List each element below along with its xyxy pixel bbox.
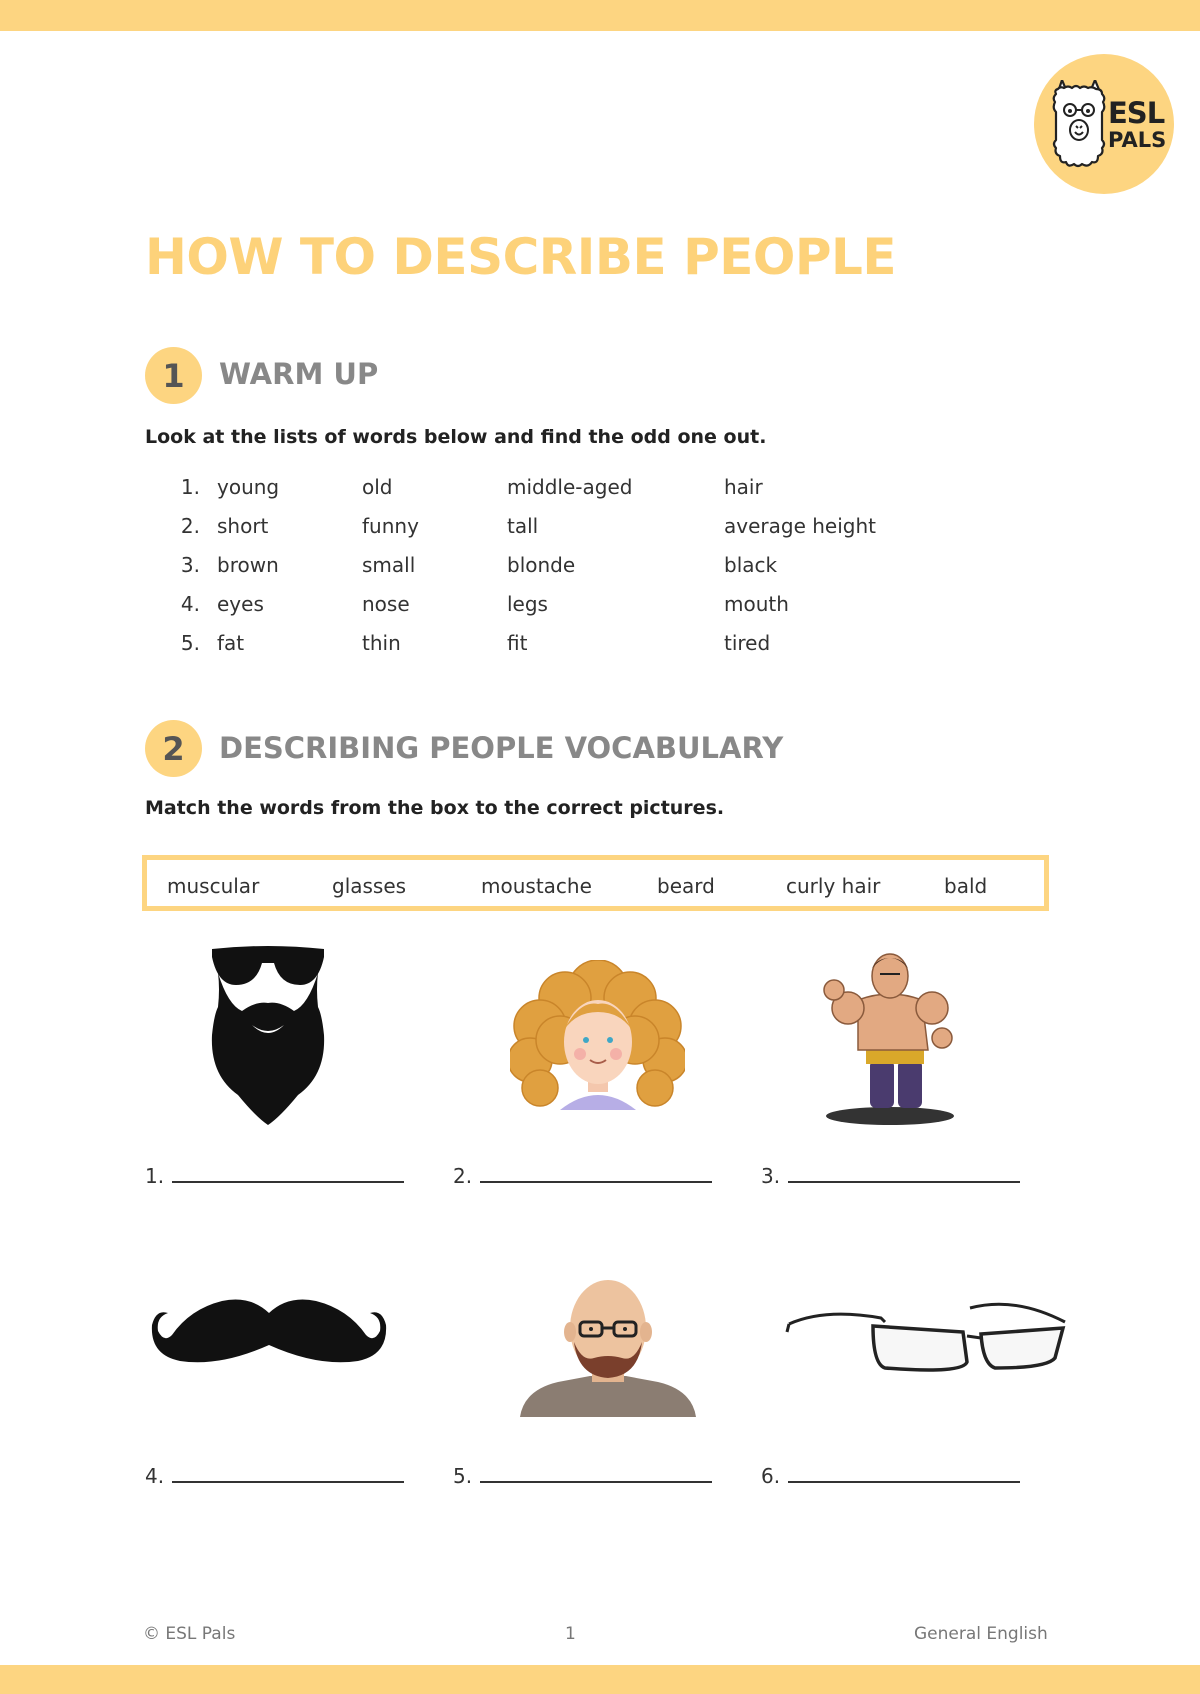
word: young	[217, 475, 280, 499]
answer-number: 1.	[145, 1164, 165, 1188]
footer-course: General English	[914, 1624, 1048, 1644]
footer-page-number: 1	[565, 1624, 576, 1644]
list-number: 1.	[180, 475, 200, 499]
word: thin	[362, 631, 401, 655]
word: nose	[362, 592, 410, 616]
word: fat	[217, 631, 245, 655]
answer-6[interactable]	[761, 1463, 1020, 1488]
answer-5[interactable]	[453, 1463, 712, 1488]
word: tired	[724, 631, 771, 655]
word: legs	[507, 592, 548, 616]
word: hair	[724, 475, 763, 499]
answer-4[interactable]	[145, 1463, 404, 1488]
glasses-icon	[785, 1298, 1070, 1383]
answer-number: 2.	[453, 1164, 473, 1188]
word: old	[362, 475, 393, 499]
llama-icon	[1048, 80, 1114, 170]
section-2-number: 2	[145, 720, 202, 777]
curly-hair-woman-icon	[510, 960, 685, 1110]
word-box-item: muscular	[167, 874, 260, 898]
answer-line[interactable]	[172, 1463, 404, 1483]
list-number: 5.	[180, 631, 200, 655]
word-box-item: moustache	[481, 874, 592, 898]
section-1-heading: WARM UP	[219, 357, 379, 391]
word-box	[142, 855, 1049, 911]
word: blonde	[507, 553, 576, 577]
beard-sunglasses-icon	[208, 945, 328, 1125]
word-box-item: bald	[944, 874, 988, 898]
word: tall	[507, 514, 539, 538]
answer-3[interactable]	[761, 1163, 1020, 1188]
word: fit	[507, 631, 528, 655]
word-box-item: beard	[657, 874, 715, 898]
answer-line[interactable]	[480, 1163, 712, 1183]
word: average height	[724, 514, 876, 538]
answer-line[interactable]	[788, 1463, 1020, 1483]
word-box-item: glasses	[332, 874, 407, 898]
moustache-icon	[150, 1295, 388, 1367]
section-2-instruction: Match the words from the box to the correct pictures.	[145, 797, 725, 819]
logo-pals-text: PALS	[1108, 128, 1167, 152]
bald-man-icon	[518, 1272, 698, 1417]
answer-number: 4.	[145, 1464, 165, 1488]
answer-number: 5.	[453, 1464, 473, 1488]
answer-2[interactable]	[453, 1163, 712, 1188]
list-number: 2.	[180, 514, 200, 538]
top-band	[0, 0, 1200, 31]
word-box-item: curly hair	[786, 874, 881, 898]
page-title: HOW TO DESCRIBE PEOPLE	[145, 228, 897, 286]
word: middle-aged	[507, 475, 633, 499]
answer-number: 6.	[761, 1464, 781, 1488]
section-1-number: 1	[145, 347, 202, 404]
word: mouth	[724, 592, 789, 616]
word: small	[362, 553, 416, 577]
muscular-man-icon	[818, 950, 958, 1125]
list-number: 4.	[180, 592, 200, 616]
esl-pals-logo	[1034, 54, 1174, 194]
list-number: 3.	[180, 553, 200, 577]
footer-copyright: © ESL Pals	[143, 1624, 236, 1644]
section-1-instruction: Look at the lists of words below and find the odd one out.	[145, 426, 767, 448]
section-2-heading: DESCRIBING PEOPLE VOCABULARY	[219, 731, 784, 765]
word: black	[724, 553, 778, 577]
word: eyes	[217, 592, 264, 616]
logo-esl-text: ESL	[1108, 96, 1165, 130]
answer-1[interactable]	[145, 1163, 404, 1188]
word: funny	[362, 514, 419, 538]
answer-line[interactable]	[172, 1163, 404, 1183]
answer-line[interactable]	[788, 1163, 1020, 1183]
answer-number: 3.	[761, 1164, 781, 1188]
word: short	[217, 514, 269, 538]
bottom-band	[0, 1665, 1200, 1694]
word: brown	[217, 553, 279, 577]
answer-line[interactable]	[480, 1463, 712, 1483]
